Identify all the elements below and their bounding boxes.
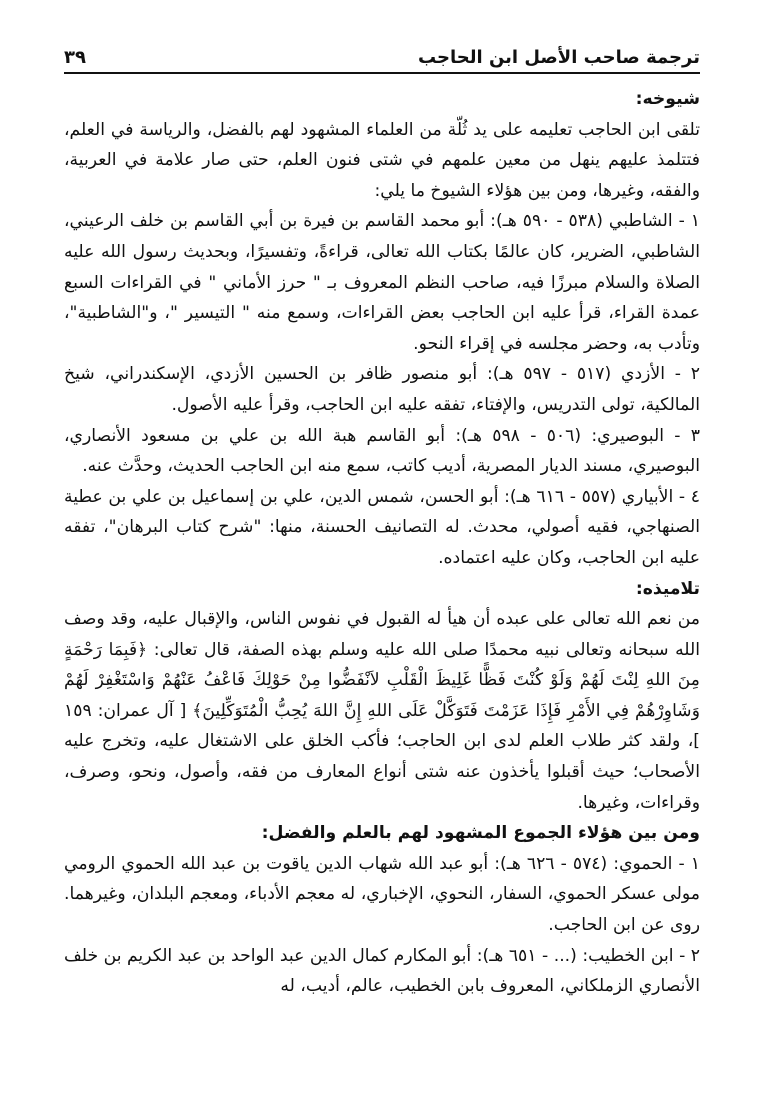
teachers-intro: تلقى ابن الحاجب تعليمه على يد ثُلّة من العلماء المشهود لهم بالفضل، والرياسة في العلم، فتتلمذ عليهم ينهل من معين علمهم في شتى فنون العلم، حتى صار علامة في العربية، والفقه، وغيرها، ومن بين هؤلاء الشيوخ ما يلي: bbox=[64, 119, 700, 201]
page-header bbox=[64, 38, 700, 74]
teacher-entry-1: ١ - الشاطبي (٥٣٨ - ٥٩٠ هـ): أبو محمد القاسم بن فيرة بن أبي القاسم بن خلف الرعيني، الشاطبي، الضرير، كان عالمًا بكتاب الله تعالى، قراءةً، وتفسيرًا، وبحديث رسول الله عليه الصلاة والسلام مبرزًا فيه، صاحب النظم المعروف بـ " حرز الأماني " في القراءات السبع عمدة القراء، قرأ عليه ابن الحاجب بعض القراءات، وسمع منه " التيسير "، و"الشاطبية"، وتأدب به، وحضر مجلسه في إقراء النحو. bbox=[64, 211, 700, 354]
teacher-entry-3: ٣ - البوصيري: (٥٠٦ - ٥٩٨ هـ): أبو القاسم هبة الله بن علي بن مسعود الأنصاري، البوصيري، مسند الديار المصرية، أديب كاتب، سمع منه ابن الحاجب الحديث، وحدَّث عنه. bbox=[64, 425, 700, 477]
students-intro bbox=[64, 604, 700, 818]
page-number: ٣٩ bbox=[64, 47, 86, 68]
students-intro-text: من نعم الله تعالى على عبده أن هيأ له القبول في نفوس الناس، والإقبال عليه، وقد وصف الله سبحانه وتعالى نبيه محمدًا صلى الله عليه وسلم بهذه الصفة، قال تعالى: bbox=[64, 609, 701, 660]
student-entry-1: ١ - الحموي: (٥٧٤ - ٦٢٦ هـ): أبو عبد الله شهاب الدين ياقوت بن عبد الله الحموي الرومي مولى عسكر الحموي، السفار، النحوي، الإخباري، له معجم الأدباء، ومعجم البلدان، وغيرهما. روى عن ابن الحاجب. bbox=[64, 853, 700, 936]
students-intro-continuation: [ آل عمران: ١٥٩ ]، ولقد كثر طلاب العلم لدى ابن الحاجب؛ فأكب الخلق على الاشتغال عليه، وتخرج عليه الأصحاب؛ حيث أقبلوا يأخذون عنه شتى أنواع المعارف من فقه، وأصول، ونحو، وصرف، وقراءات، وغيرها. bbox=[64, 700, 700, 813]
teacher-entry-2: ٢ - الأزدي (٥١٧ - ٥٩٧ هـ): أبو منصور ظافر بن الحسين الأزدي، الإسكندراني، شيخ المالكية، تولى التدريس، والإفتاء، تفقه عليه ابن الحاجب، وقرأ عليه الأصول. bbox=[64, 364, 700, 415]
teachers-heading: شيوخه: bbox=[635, 89, 700, 109]
teacher-entry-4: ٤ - الأبياري (٥٥٧ - ٦١٦ هـ): أبو الحسن، شمس الدين، علي بن إسماعيل بن علي بن عطية الصنهاجي، فقيه أصولي، محدث. له التصانيف الحسنة، منها: "شرح كتاب البرهان"، تفقه عليه ابن الحاجب، وكان عليه اعتماده. bbox=[64, 486, 700, 568]
quran-verse: ﴿فَبِمَا رَحْمَةٍ مِنَ اللهِ لِنْتَ لَهُمْ وَلَوْ كُنْتَ فَظًّا غَلِيظَ الْقَلْبِ لاَنْفَضُّوا مِنْ حَوْلِكَ فَاعْفُ عَنْهُمْ وَاسْتَغْفِرْ لَهُمْ وَشَاوِرْهُمْ فِي الأَمْرِ فَإِذَا عَزَمْتَ فَتَوَكَّلْ عَلَى اللهِ إِنَّ اللهَ يُحِبُّ الْمُتَوَكِّلِينَ﴾ bbox=[64, 639, 701, 721]
students-sub-heading: ومن بين هؤلاء الجموع المشهود لهم بالعلم والفضل: bbox=[261, 823, 700, 844]
students-heading: تلاميذه: bbox=[635, 578, 700, 599]
running-title: ترجمة صاحب الأصل ابن الحاجب bbox=[417, 47, 700, 68]
page-content bbox=[64, 84, 700, 1002]
student-entry-2: ٢ - ابن الخطيب: (... - ٦٥١ هـ): أبو المكارم كمال الدين عبد الواحد بن عبد الكريم بن خلف الأنصاري الزملكاني، المعروف بابن الخطيب، عالم، أديب، له bbox=[64, 945, 701, 997]
